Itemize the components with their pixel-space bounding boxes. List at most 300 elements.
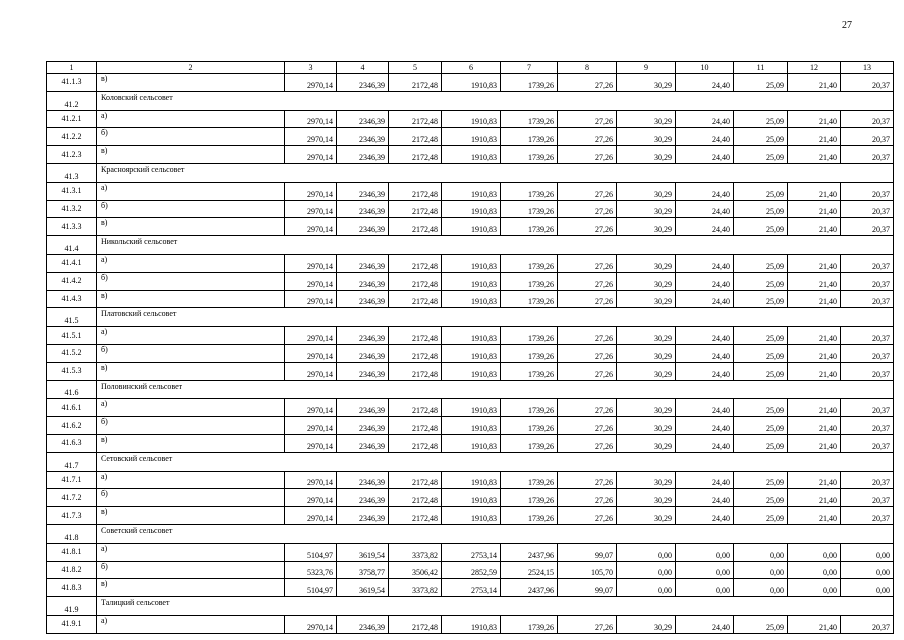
value-cell: 21,40 xyxy=(788,344,841,362)
value-cell: 30,29 xyxy=(617,327,676,345)
value-cell: 25,09 xyxy=(734,272,788,290)
table-row xyxy=(47,218,894,236)
value-cell: 2172,48 xyxy=(389,290,442,308)
value-cell: 1910,83 xyxy=(442,128,501,146)
value-cell: 20,37 xyxy=(841,254,894,272)
value-cell: 1739,26 xyxy=(501,434,558,452)
value-cell: 3619,54 xyxy=(337,579,389,597)
value-cell: 25,09 xyxy=(734,254,788,272)
value-cell: 2437,96 xyxy=(501,579,558,597)
value-cell: 1910,83 xyxy=(442,74,501,92)
value-cell: 25,09 xyxy=(734,128,788,146)
value-cell: 2346,39 xyxy=(337,399,389,417)
value-cell: 1739,26 xyxy=(501,615,558,633)
value-cell: 30,29 xyxy=(617,362,676,380)
value-cell: 20,37 xyxy=(841,74,894,92)
row-label: б) xyxy=(97,489,285,507)
value-cell: 2970,14 xyxy=(285,471,337,489)
value-cell: 2346,39 xyxy=(337,290,389,308)
row-code: 41.7.2 xyxy=(47,489,97,507)
table-row xyxy=(47,344,894,362)
value-cell: 1910,83 xyxy=(442,344,501,362)
value-cell: 2970,14 xyxy=(285,507,337,525)
value-cell: 24,40 xyxy=(676,128,734,146)
value-cell: 2970,14 xyxy=(285,200,337,218)
value-cell: 0,00 xyxy=(841,543,894,561)
value-cell: 2970,14 xyxy=(285,434,337,452)
table-row xyxy=(47,579,894,597)
value-cell: 3373,82 xyxy=(389,543,442,561)
value-cell: 20,37 xyxy=(841,471,894,489)
table-row xyxy=(47,489,894,507)
row-label: а) xyxy=(97,110,285,128)
value-cell: 27,26 xyxy=(558,489,617,507)
table-row xyxy=(47,471,894,489)
value-cell: 20,37 xyxy=(841,507,894,525)
value-cell: 2172,48 xyxy=(389,110,442,128)
column-number: 11 xyxy=(734,62,788,74)
value-cell: 27,26 xyxy=(558,327,617,345)
value-cell: 24,40 xyxy=(676,254,734,272)
value-cell: 21,40 xyxy=(788,417,841,435)
table-row xyxy=(47,434,894,452)
value-cell: 2970,14 xyxy=(285,362,337,380)
value-cell: 2346,39 xyxy=(337,146,389,164)
value-cell: 2970,14 xyxy=(285,327,337,345)
row-code: 41.8.3 xyxy=(47,579,97,597)
table-row xyxy=(47,146,894,164)
value-cell: 1739,26 xyxy=(501,128,558,146)
row-label: а) xyxy=(97,399,285,417)
row-label: б) xyxy=(97,128,285,146)
table-row xyxy=(47,327,894,345)
value-cell: 1910,83 xyxy=(442,218,501,236)
value-cell: 2172,48 xyxy=(389,200,442,218)
section-title: Сетовский сельсовет xyxy=(97,452,894,471)
row-code: 41.7.1 xyxy=(47,471,97,489)
value-cell: 25,09 xyxy=(734,327,788,345)
section-row xyxy=(47,452,894,471)
value-cell: 5104,97 xyxy=(285,579,337,597)
row-code: 41.6.3 xyxy=(47,434,97,452)
section-code: 41.8 xyxy=(47,524,97,543)
row-code: 41.6.1 xyxy=(47,399,97,417)
column-number: 4 xyxy=(337,62,389,74)
value-cell: 24,40 xyxy=(676,399,734,417)
table-row xyxy=(47,543,894,561)
value-cell: 25,09 xyxy=(734,200,788,218)
value-cell: 1739,26 xyxy=(501,362,558,380)
value-cell: 24,40 xyxy=(676,434,734,452)
value-cell: 2970,14 xyxy=(285,272,337,290)
row-code: 41.3.1 xyxy=(47,182,97,200)
row-code: 41.1.3 xyxy=(47,74,97,92)
value-cell: 25,09 xyxy=(734,290,788,308)
value-cell: 20,37 xyxy=(841,128,894,146)
value-cell: 21,40 xyxy=(788,272,841,290)
value-cell: 20,37 xyxy=(841,218,894,236)
row-label: а) xyxy=(97,543,285,561)
value-cell: 25,09 xyxy=(734,471,788,489)
value-cell: 2346,39 xyxy=(337,218,389,236)
value-cell: 21,40 xyxy=(788,128,841,146)
row-label: а) xyxy=(97,327,285,345)
value-cell: 0,00 xyxy=(788,579,841,597)
tariff-table xyxy=(46,61,894,634)
value-cell: 2753,14 xyxy=(442,543,501,561)
value-cell: 21,40 xyxy=(788,507,841,525)
value-cell: 2172,48 xyxy=(389,182,442,200)
value-cell: 24,40 xyxy=(676,146,734,164)
value-cell: 24,40 xyxy=(676,200,734,218)
value-cell: 21,40 xyxy=(788,218,841,236)
value-cell: 2346,39 xyxy=(337,417,389,435)
value-cell: 0,00 xyxy=(734,561,788,579)
value-cell: 25,09 xyxy=(734,615,788,633)
row-label: в) xyxy=(97,74,285,92)
value-cell: 1910,83 xyxy=(442,146,501,164)
value-cell: 20,37 xyxy=(841,434,894,452)
value-cell: 27,26 xyxy=(558,272,617,290)
value-cell: 1739,26 xyxy=(501,290,558,308)
value-cell: 27,26 xyxy=(558,218,617,236)
value-cell: 27,26 xyxy=(558,74,617,92)
value-cell: 1739,26 xyxy=(501,182,558,200)
value-cell: 2346,39 xyxy=(337,254,389,272)
value-cell: 21,40 xyxy=(788,471,841,489)
value-cell: 2346,39 xyxy=(337,344,389,362)
section-row xyxy=(47,91,894,110)
value-cell: 24,40 xyxy=(676,290,734,308)
column-number-row xyxy=(47,62,894,74)
value-cell: 2172,48 xyxy=(389,128,442,146)
value-cell: 27,26 xyxy=(558,399,617,417)
table-row xyxy=(47,254,894,272)
value-cell: 21,40 xyxy=(788,290,841,308)
value-cell: 1739,26 xyxy=(501,471,558,489)
value-cell: 1910,83 xyxy=(442,507,501,525)
row-code: 41.5.2 xyxy=(47,344,97,362)
value-cell: 5323,76 xyxy=(285,561,337,579)
value-cell: 30,29 xyxy=(617,344,676,362)
value-cell: 24,40 xyxy=(676,182,734,200)
value-cell: 0,00 xyxy=(841,579,894,597)
section-title: Платовский сельсовет xyxy=(97,308,894,327)
table-row xyxy=(47,272,894,290)
value-cell: 2970,14 xyxy=(285,74,337,92)
row-code: 41.3.3 xyxy=(47,218,97,236)
value-cell: 2172,48 xyxy=(389,272,442,290)
section-code: 41.6 xyxy=(47,380,97,399)
table-row xyxy=(47,74,894,92)
value-cell: 30,29 xyxy=(617,128,676,146)
value-cell: 2970,14 xyxy=(285,218,337,236)
value-cell: 21,40 xyxy=(788,489,841,507)
value-cell: 2346,39 xyxy=(337,615,389,633)
value-cell: 30,29 xyxy=(617,200,676,218)
page-number: 27 xyxy=(842,20,852,31)
value-cell: 25,09 xyxy=(734,344,788,362)
table-row xyxy=(47,561,894,579)
value-cell: 2172,48 xyxy=(389,218,442,236)
section-code: 41.9 xyxy=(47,597,97,616)
value-cell: 30,29 xyxy=(617,74,676,92)
value-cell: 2346,39 xyxy=(337,434,389,452)
row-code: 41.7.3 xyxy=(47,507,97,525)
section-code: 41.2 xyxy=(47,91,97,110)
value-cell: 30,29 xyxy=(617,399,676,417)
value-cell: 24,40 xyxy=(676,471,734,489)
value-cell: 1739,26 xyxy=(501,344,558,362)
row-label: в) xyxy=(97,434,285,452)
value-cell: 105,70 xyxy=(558,561,617,579)
value-cell: 24,40 xyxy=(676,344,734,362)
value-cell: 20,37 xyxy=(841,110,894,128)
section-row xyxy=(47,597,894,616)
row-label: б) xyxy=(97,200,285,218)
value-cell: 24,40 xyxy=(676,74,734,92)
column-number: 9 xyxy=(617,62,676,74)
value-cell: 2172,48 xyxy=(389,74,442,92)
table-row xyxy=(47,110,894,128)
value-cell: 30,29 xyxy=(617,290,676,308)
value-cell: 20,37 xyxy=(841,615,894,633)
value-cell: 2172,48 xyxy=(389,254,442,272)
value-cell: 25,09 xyxy=(734,146,788,164)
value-cell: 1910,83 xyxy=(442,489,501,507)
value-cell: 24,40 xyxy=(676,327,734,345)
value-cell: 20,37 xyxy=(841,146,894,164)
value-cell: 21,40 xyxy=(788,399,841,417)
table-row xyxy=(47,507,894,525)
value-cell: 20,37 xyxy=(841,489,894,507)
table-row xyxy=(47,182,894,200)
value-cell: 2852,59 xyxy=(442,561,501,579)
value-cell: 2970,14 xyxy=(285,254,337,272)
row-code: 41.4.1 xyxy=(47,254,97,272)
value-cell: 0,00 xyxy=(841,561,894,579)
value-cell: 1739,26 xyxy=(501,417,558,435)
row-label: в) xyxy=(97,218,285,236)
value-cell: 2346,39 xyxy=(337,272,389,290)
row-code: 41.2.3 xyxy=(47,146,97,164)
value-cell: 2172,48 xyxy=(389,434,442,452)
value-cell: 27,26 xyxy=(558,417,617,435)
section-title: Советский сельсовет xyxy=(97,524,894,543)
value-cell: 2346,39 xyxy=(337,327,389,345)
value-cell: 21,40 xyxy=(788,254,841,272)
value-cell: 27,26 xyxy=(558,434,617,452)
value-cell: 30,29 xyxy=(617,110,676,128)
row-label: б) xyxy=(97,417,285,435)
value-cell: 2970,14 xyxy=(285,399,337,417)
value-cell: 24,40 xyxy=(676,272,734,290)
value-cell: 25,09 xyxy=(734,489,788,507)
row-label: в) xyxy=(97,146,285,164)
value-cell: 2970,14 xyxy=(285,110,337,128)
value-cell: 27,26 xyxy=(558,507,617,525)
value-cell: 1910,83 xyxy=(442,362,501,380)
value-cell: 21,40 xyxy=(788,182,841,200)
value-cell: 1739,26 xyxy=(501,272,558,290)
value-cell: 27,26 xyxy=(558,200,617,218)
value-cell: 1910,83 xyxy=(442,417,501,435)
value-cell: 27,26 xyxy=(558,362,617,380)
value-cell: 2970,14 xyxy=(285,417,337,435)
value-cell: 0,00 xyxy=(734,543,788,561)
value-cell: 24,40 xyxy=(676,489,734,507)
value-cell: 27,26 xyxy=(558,110,617,128)
value-cell: 30,29 xyxy=(617,182,676,200)
value-cell: 30,29 xyxy=(617,218,676,236)
value-cell: 2172,48 xyxy=(389,507,442,525)
value-cell: 30,29 xyxy=(617,471,676,489)
value-cell: 1739,26 xyxy=(501,327,558,345)
value-cell: 25,09 xyxy=(734,399,788,417)
row-label: а) xyxy=(97,615,285,633)
row-code: 41.3.2 xyxy=(47,200,97,218)
section-row xyxy=(47,524,894,543)
table-row xyxy=(47,615,894,633)
value-cell: 21,40 xyxy=(788,327,841,345)
column-number: 12 xyxy=(788,62,841,74)
value-cell: 2524,15 xyxy=(501,561,558,579)
value-cell: 1910,83 xyxy=(442,110,501,128)
value-cell: 25,09 xyxy=(734,218,788,236)
value-cell: 27,26 xyxy=(558,344,617,362)
table-row xyxy=(47,417,894,435)
value-cell: 2172,48 xyxy=(389,489,442,507)
column-number: 5 xyxy=(389,62,442,74)
value-cell: 0,00 xyxy=(788,543,841,561)
row-label: в) xyxy=(97,362,285,380)
value-cell: 2346,39 xyxy=(337,471,389,489)
value-cell: 2437,96 xyxy=(501,543,558,561)
value-cell: 25,09 xyxy=(734,507,788,525)
value-cell: 27,26 xyxy=(558,128,617,146)
row-code: 41.5.1 xyxy=(47,327,97,345)
value-cell: 1910,83 xyxy=(442,434,501,452)
value-cell: 20,37 xyxy=(841,182,894,200)
section-code: 41.3 xyxy=(47,163,97,182)
row-label: а) xyxy=(97,182,285,200)
column-number: 2 xyxy=(97,62,285,74)
section-code: 41.4 xyxy=(47,236,97,255)
value-cell: 24,40 xyxy=(676,362,734,380)
row-label: в) xyxy=(97,290,285,308)
table-row xyxy=(47,362,894,380)
value-cell: 27,26 xyxy=(558,471,617,489)
value-cell: 1910,83 xyxy=(442,327,501,345)
value-cell: 30,29 xyxy=(617,254,676,272)
value-cell: 2346,39 xyxy=(337,74,389,92)
value-cell: 2346,39 xyxy=(337,110,389,128)
row-code: 41.5.3 xyxy=(47,362,97,380)
value-cell: 1739,26 xyxy=(501,200,558,218)
value-cell: 3758,77 xyxy=(337,561,389,579)
row-label: б) xyxy=(97,561,285,579)
value-cell: 20,37 xyxy=(841,272,894,290)
column-number: 3 xyxy=(285,62,337,74)
value-cell: 0,00 xyxy=(788,561,841,579)
value-cell: 20,37 xyxy=(841,327,894,345)
value-cell: 24,40 xyxy=(676,615,734,633)
row-label: в) xyxy=(97,507,285,525)
value-cell: 24,40 xyxy=(676,507,734,525)
row-code: 41.4.2 xyxy=(47,272,97,290)
value-cell: 20,37 xyxy=(841,399,894,417)
value-cell: 21,40 xyxy=(788,146,841,164)
table-row xyxy=(47,399,894,417)
value-cell: 3619,54 xyxy=(337,543,389,561)
value-cell: 2346,39 xyxy=(337,362,389,380)
value-cell: 30,29 xyxy=(617,615,676,633)
section-row xyxy=(47,163,894,182)
value-cell: 27,26 xyxy=(558,254,617,272)
row-code: 41.2.2 xyxy=(47,128,97,146)
value-cell: 24,40 xyxy=(676,417,734,435)
value-cell: 25,09 xyxy=(734,417,788,435)
table-row xyxy=(47,290,894,308)
value-cell: 0,00 xyxy=(617,561,676,579)
table-row xyxy=(47,128,894,146)
value-cell: 1739,26 xyxy=(501,110,558,128)
value-cell: 27,26 xyxy=(558,615,617,633)
value-cell: 2970,14 xyxy=(285,128,337,146)
value-cell: 2172,48 xyxy=(389,417,442,435)
value-cell: 30,29 xyxy=(617,272,676,290)
value-cell: 27,26 xyxy=(558,146,617,164)
row-code: 41.8.2 xyxy=(47,561,97,579)
column-number: 10 xyxy=(676,62,734,74)
column-number: 6 xyxy=(442,62,501,74)
value-cell: 2970,14 xyxy=(285,146,337,164)
value-cell: 99,07 xyxy=(558,543,617,561)
value-cell: 1910,83 xyxy=(442,254,501,272)
value-cell: 30,29 xyxy=(617,434,676,452)
value-cell: 0,00 xyxy=(676,543,734,561)
value-cell: 3373,82 xyxy=(389,579,442,597)
value-cell: 20,37 xyxy=(841,290,894,308)
value-cell: 25,09 xyxy=(734,362,788,380)
value-cell: 0,00 xyxy=(676,579,734,597)
value-cell: 30,29 xyxy=(617,507,676,525)
value-cell: 20,37 xyxy=(841,417,894,435)
value-cell: 30,29 xyxy=(617,417,676,435)
section-title: Коловский сельсовет xyxy=(97,91,894,110)
section-title: Красноярский сельсовет xyxy=(97,163,894,182)
value-cell: 0,00 xyxy=(617,543,676,561)
value-cell: 0,00 xyxy=(734,579,788,597)
column-number: 13 xyxy=(841,62,894,74)
row-label: а) xyxy=(97,254,285,272)
value-cell: 21,40 xyxy=(788,362,841,380)
value-cell: 2970,14 xyxy=(285,182,337,200)
value-cell: 2172,48 xyxy=(389,615,442,633)
row-code: 41.8.1 xyxy=(47,543,97,561)
value-cell: 3506,42 xyxy=(389,561,442,579)
value-cell: 1910,83 xyxy=(442,615,501,633)
section-title: Никольский сельсовет xyxy=(97,236,894,255)
value-cell: 2172,48 xyxy=(389,344,442,362)
value-cell: 25,09 xyxy=(734,74,788,92)
section-code: 41.5 xyxy=(47,308,97,327)
value-cell: 2172,48 xyxy=(389,327,442,345)
value-cell: 1739,26 xyxy=(501,489,558,507)
row-label: в) xyxy=(97,579,285,597)
value-cell: 2346,39 xyxy=(337,507,389,525)
section-row xyxy=(47,308,894,327)
